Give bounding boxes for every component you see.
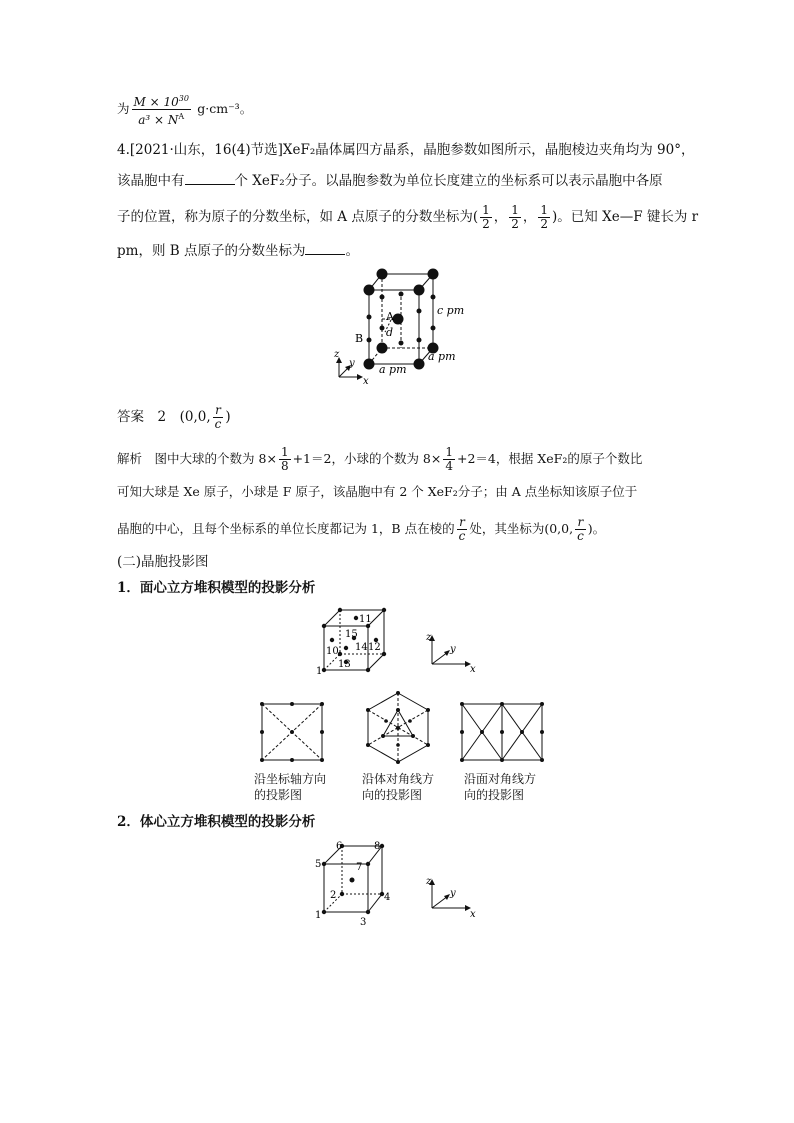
caption-face-diagonal: 沿面对角线方 向的投影图 bbox=[464, 772, 537, 802]
caption-body-diagonal: 沿体对角线方 向的投影图 bbox=[362, 772, 435, 802]
analysis-label: 解析 bbox=[117, 451, 143, 466]
svg-text:3: 3 bbox=[360, 917, 367, 928]
fraction-half-3: $\frac{1}{2}$ bbox=[540, 203, 549, 231]
svg-text:7: 7 bbox=[356, 862, 363, 873]
bcc-axes-figure bbox=[424, 872, 480, 918]
svg-text:11: 11 bbox=[359, 614, 372, 625]
caption-axis: 沿坐标轴方向 的投影图 bbox=[254, 772, 327, 802]
bcc-cube-figure bbox=[312, 838, 396, 928]
label-d: d bbox=[386, 326, 394, 339]
svg-text:13: 13 bbox=[338, 659, 351, 670]
label-a-pm-right: a pm bbox=[428, 350, 456, 363]
svg-text:8: 8 bbox=[374, 841, 381, 852]
subsection-fcc: 1．面心立方堆积模型的投影分析 bbox=[117, 580, 316, 596]
axis-y-label: y bbox=[349, 358, 355, 369]
svg-text:1: 1 bbox=[316, 666, 323, 677]
axis-z-label: z bbox=[334, 349, 340, 360]
fraction-half-2: $\frac{1}{2}$ bbox=[511, 203, 519, 231]
subsection-bcc: 2．体心立方堆积模型的投影分析 bbox=[117, 814, 316, 830]
q4-line4: pm，则 B 点原子的分数坐标为 。 bbox=[117, 240, 359, 261]
svg-text:1: 1 bbox=[315, 910, 322, 921]
bcc-axis-z: z bbox=[426, 876, 432, 887]
projection-axis-figure bbox=[258, 700, 328, 764]
svg-text:15: 15 bbox=[345, 629, 358, 640]
answer-fraction: $\frac{r}{c}$ bbox=[214, 403, 222, 431]
answer-label: 答案 bbox=[117, 409, 144, 425]
q4-line3: 子的位置，称为原子的分数坐标，如 A 点原子的分数坐标为( $\frac{1}{2}$ ， $\frac{1}{2}$ ， $\frac{1}{2}$ )。已知 Xe—F 键长为 r bbox=[117, 203, 699, 231]
analysis-line1: 解析 图中大球的个数为 8× $\frac{1}{8}$ +1＝2，小球的个数为 8× $\frac{1}{4}$ +2＝4，根据 XeF₂的原子个数比 bbox=[117, 445, 643, 473]
svg-text:2: 2 bbox=[330, 890, 337, 901]
answer-blank-2 bbox=[305, 240, 345, 255]
label-A: A bbox=[386, 310, 394, 323]
fcc-axes-figure bbox=[424, 628, 480, 672]
section-title: (二)晶胞投影图 bbox=[117, 554, 209, 570]
fcc-axis-z: z bbox=[426, 632, 432, 643]
svg-text:4: 4 bbox=[384, 892, 391, 903]
top-formula bbox=[117, 92, 252, 127]
projection-body-diagonal-figure bbox=[364, 690, 432, 766]
bcc-axis-x: x bbox=[470, 909, 476, 918]
fcc-axis-y: y bbox=[450, 644, 456, 655]
answer-line: 答案 2 (0,0, $\frac{r}{c}$ ) bbox=[117, 403, 231, 431]
analysis-line2: 可知大球是 Xe 原子，小球是 F 原子，该晶胞中有 2 个 XeF₂分子；由 A 点坐标知该原子位于 bbox=[117, 484, 638, 499]
formula-prefix: 为 bbox=[117, 101, 130, 116]
formula-unit: g·cm⁻³。 bbox=[197, 101, 253, 116]
label-c-pm: c pm bbox=[437, 304, 465, 317]
xef2-unit-cell-figure bbox=[325, 262, 485, 390]
label-a-pm-bottom: a pm bbox=[379, 363, 407, 376]
fcc-axis-x: x bbox=[470, 664, 476, 672]
svg-text:10: 10 bbox=[326, 646, 339, 657]
label-B: B bbox=[355, 332, 364, 345]
q4-line1: 4.[2021·山东，16(4)节选]XeF₂晶体属四方晶系，晶胞参数如图所示，晶胞棱边夹角均为 90°， bbox=[117, 142, 695, 158]
q4-line2: 该晶胞中有 个 XeF₂分子。以晶胞参数为单位长度建立的坐标系可以表示晶胞中各原 bbox=[117, 170, 663, 191]
svg-text:5: 5 bbox=[315, 859, 322, 870]
formula-fraction: $\frac{M \times 10^{30}}{a^3 \times N^A}$ bbox=[133, 94, 189, 127]
bcc-axis-y: y bbox=[450, 888, 456, 899]
fcc-cube-figure bbox=[312, 604, 392, 678]
axis-x-label: x bbox=[363, 376, 369, 387]
analysis-line3: 晶胞的中心，且每个坐标系的单位长度都记为 1，B 点在棱的 $\frac{r}{c}$ 处，其坐标为(0,0, $\frac{r}{c}$ )。 bbox=[117, 515, 606, 543]
answer-blank-1 bbox=[185, 170, 235, 185]
svg-text:14: 14 bbox=[355, 642, 368, 653]
svg-text:12: 12 bbox=[368, 642, 381, 653]
projection-face-diagonal-figure bbox=[458, 700, 546, 764]
fraction-half-1: $\frac{1}{2}$ bbox=[482, 203, 490, 231]
svg-text:6: 6 bbox=[336, 841, 343, 852]
